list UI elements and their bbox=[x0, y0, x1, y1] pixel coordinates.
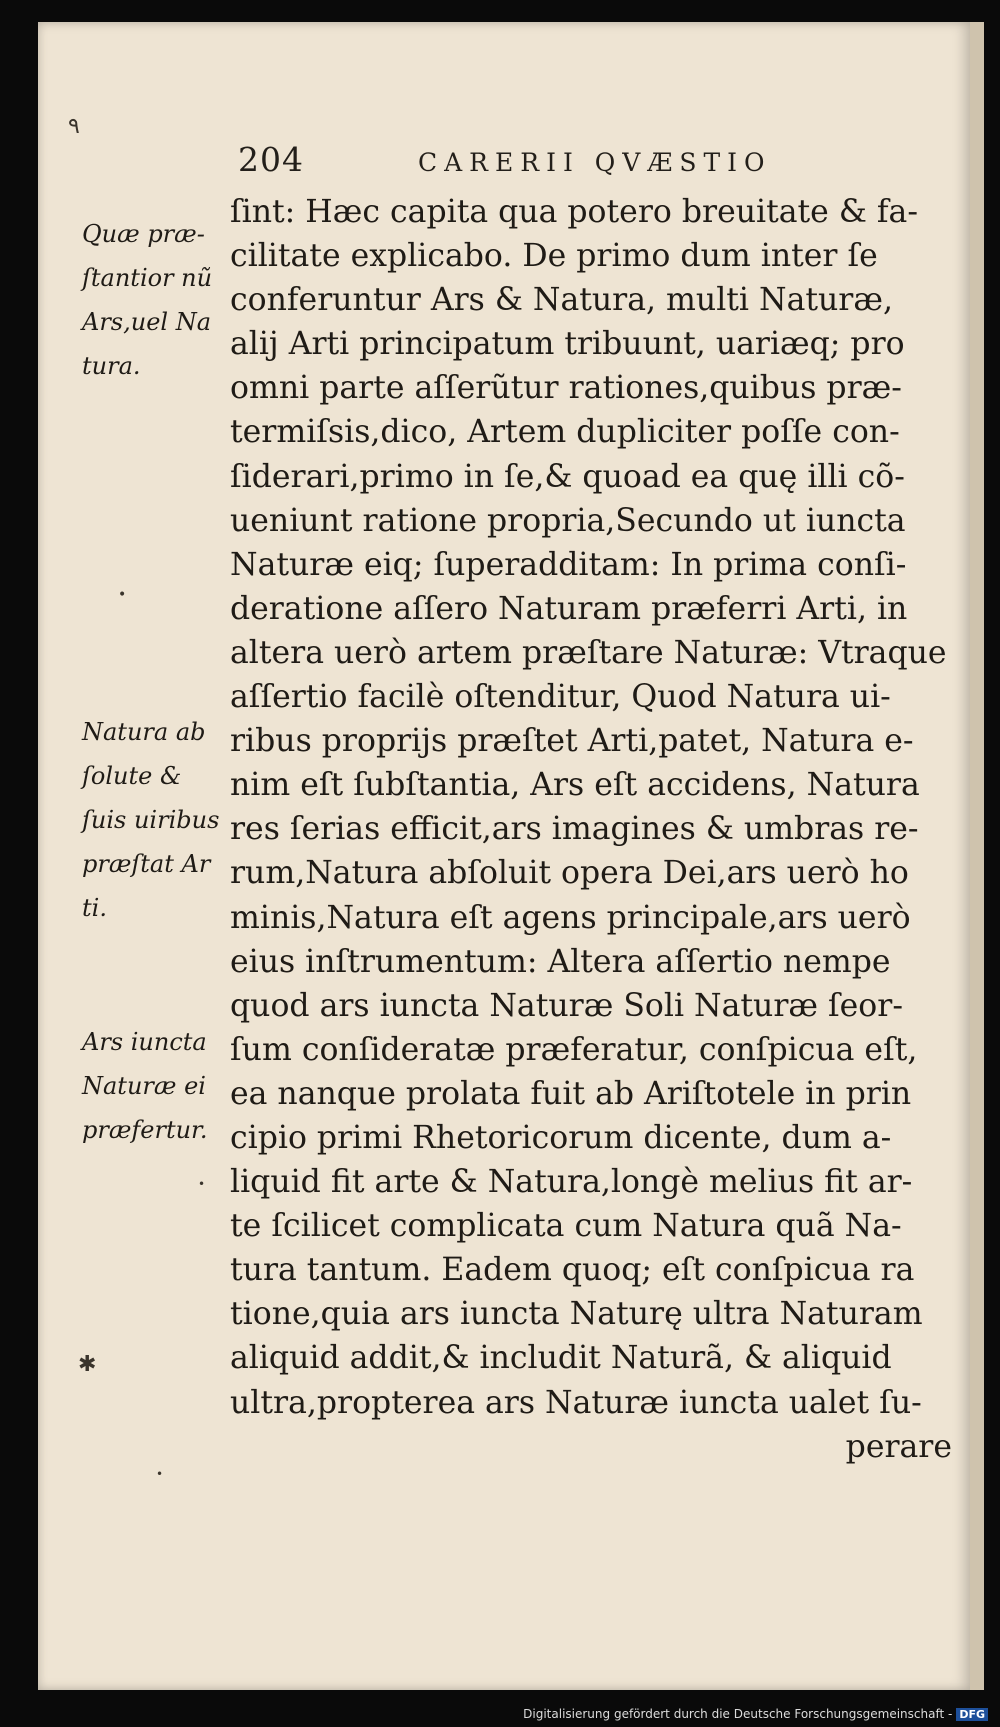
ink-speck: • bbox=[156, 1467, 164, 1481]
margin-note-1 bbox=[82, 212, 237, 388]
catchword: perare bbox=[845, 1428, 952, 1465]
text-line: nim eſt ſubſtantia, Ars eſt accidens, Natura bbox=[230, 767, 920, 804]
text-line: tione,quia ars iuncta Naturę ultra Naturam bbox=[230, 1296, 923, 1333]
margin-note-line: ſuis uiribus bbox=[82, 806, 220, 834]
ink-speck: • bbox=[118, 587, 127, 603]
credit-text: Digitalisierung gefördert durch die Deutsche Forschungsgemeinschaft - bbox=[523, 1707, 953, 1721]
margin-note-line: ſtantior nũ bbox=[82, 264, 213, 292]
text-line: deratione aſſero Naturam præferri Arti, in bbox=[230, 590, 908, 627]
margin-note-line: Naturæ ei bbox=[82, 1072, 206, 1100]
text-line: ribus proprijs præſtet Arti,patet, Natura e- bbox=[230, 723, 914, 760]
margin-note-3 bbox=[82, 1020, 237, 1152]
margin-note-2 bbox=[82, 710, 237, 930]
margin-note-line: Ars,uel Na bbox=[82, 308, 212, 336]
text-line: ſint: Hæc capita qua potero breuitate & fa- bbox=[230, 194, 918, 230]
text-line: conferuntur Ars & Natura, multi Naturæ, bbox=[230, 282, 893, 319]
ink-speck: • bbox=[198, 1177, 206, 1191]
text-line: rum,Natura abſoluit opera Dei,ars uerò ho bbox=[230, 855, 909, 892]
text-line: alij Arti principatum tribuunt, uariæq; pro bbox=[230, 326, 905, 363]
page-number: 204 bbox=[238, 140, 304, 179]
text-line: Naturæ eiq; ſuperadditam: In prima conſi- bbox=[230, 546, 907, 583]
text-line: altera uerò artem præſtare Naturæ: Vtraque bbox=[230, 634, 947, 671]
margin-note-line: Quæ præ- bbox=[82, 220, 205, 248]
text-line: ea nanque prolata fuit ab Ariſtotele in prin bbox=[230, 1075, 912, 1112]
text-line: cilitate explicabo. De primo dum inter ſe bbox=[230, 238, 878, 275]
body-text bbox=[230, 190, 972, 1469]
page-edge bbox=[970, 22, 984, 1690]
text-line: cipio primi Rhetoricorum dicente, dum a- bbox=[230, 1119, 892, 1156]
book-page bbox=[38, 22, 984, 1690]
text-line: te ſcilicet complicata cum Natura quã Na- bbox=[230, 1208, 902, 1245]
dfg-logo: DFG bbox=[956, 1708, 988, 1721]
ink-mark: ٩ bbox=[68, 114, 80, 139]
margin-note-line: Ars iuncta bbox=[82, 1028, 207, 1056]
margin-note-line: præſtat Ar bbox=[82, 850, 211, 878]
text-line: minis,Natura eſt agens principale,ars uerò bbox=[230, 899, 911, 936]
text-line: ultra,propterea ars Naturæ iuncta ualet ſu- bbox=[230, 1384, 922, 1421]
running-title: CARERII QVÆSTIO bbox=[418, 148, 772, 177]
text-line: ueniunt ratione propria,Secundo ut iuncta bbox=[230, 502, 906, 539]
text-line: aſſertio facilè oſtenditur, Quod Natura ui- bbox=[230, 679, 891, 716]
text-line: ſum conſideratæ præferatur, conſpicua eſt, bbox=[230, 1031, 918, 1068]
text-line: tura tantum. Eadem quoq; eſt conſpicua ra bbox=[230, 1252, 915, 1289]
text-line: ſiderari,primo in ſe,& quoad ea quę illi cõ- bbox=[230, 458, 905, 495]
margin-note-line: tura. bbox=[82, 352, 141, 380]
text-line: omni parte aſſerũtur rationes,quibus præ- bbox=[230, 370, 902, 407]
text-line: termiſsis,dico, Artem dupliciter poſſe con- bbox=[230, 414, 900, 451]
digitization-credit bbox=[523, 1707, 988, 1721]
margin-note-line: Natura ab bbox=[82, 718, 206, 746]
text-line: res ſerias efficit,ars imagines & umbras re- bbox=[230, 811, 919, 848]
margin-note-line: ſolute & bbox=[82, 762, 182, 790]
text-line: quod ars iuncta Naturæ Soli Naturæ ſeor- bbox=[230, 987, 903, 1024]
text-line: aliquid addit,& includit Naturã, & aliquid bbox=[230, 1340, 892, 1377]
margin-note-line: ti. bbox=[82, 894, 107, 922]
ink-speck: ✱ bbox=[78, 1352, 97, 1377]
text-line: liquid fit arte & Natura,longè melius fit ar- bbox=[230, 1164, 913, 1201]
margin-note-line: præfertur. bbox=[82, 1116, 208, 1144]
text-line: eius inſtrumentum: Altera aſſertio nempe bbox=[230, 943, 891, 980]
